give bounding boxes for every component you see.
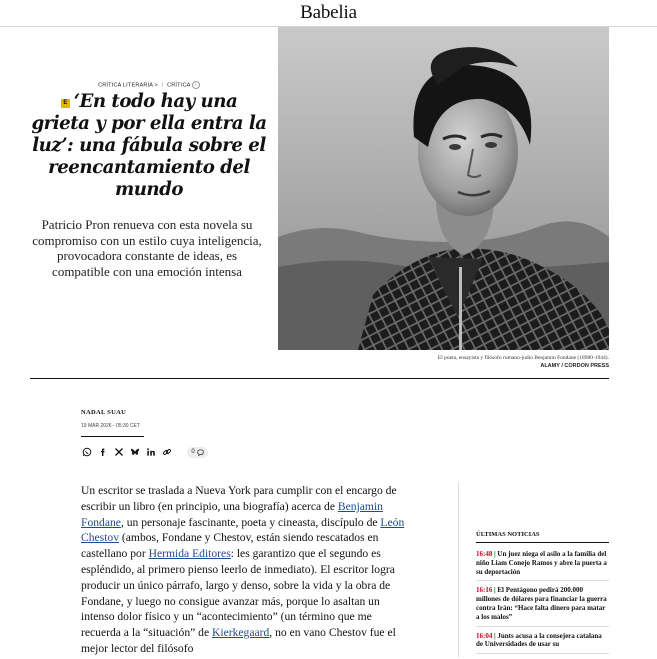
babelia-logo[interactable]: Babelia <box>300 2 357 23</box>
news-headline[interactable]: Un juez niega el asilo a la familia del niño Liam Conejo Ramos y abre la puerta a su deportación <box>476 550 607 576</box>
link-hermida-editores[interactable]: Hermida Editores <box>148 547 231 561</box>
top-bar <box>0 0 657 27</box>
news-item[interactable]: 16:48 | Un juez niega el asilo a la familia del niño Liam Conejo Ramos y abre la puerta a su deportación <box>476 550 609 581</box>
comment-bubble-icon <box>197 449 204 456</box>
whatsapp-icon[interactable] <box>81 446 93 458</box>
info-icon[interactable]: i <box>192 81 200 89</box>
news-item[interactable]: 16:16 | El Pentágono pedirá 200.000 millones de dólares para financiar la guerra contra Irán: “Hace falta dinero para matar a los malos” <box>476 586 609 626</box>
divider <box>30 378 609 379</box>
section-kicker <box>30 81 268 89</box>
sidebar-divider <box>458 483 459 657</box>
comments-count: 0 <box>191 449 195 455</box>
article-body <box>81 483 413 657</box>
news-time: 16:04 <box>476 631 493 640</box>
latest-news-rule <box>476 542 609 543</box>
latest-news-title: ÚLTIMAS NOTICIAS <box>476 531 540 538</box>
article-photo <box>278 27 609 350</box>
breadcrumb-link[interactable]: CRÍTICA LITERARIA > <box>98 82 158 89</box>
body-text-5: , no en vano Chestov fue el mejor lector del filósofo <box>81 626 396 655</box>
author-divider <box>81 436 144 437</box>
publish-date: 19 MAR 2026 - 05:30 CET <box>81 423 140 429</box>
facebook-icon[interactable] <box>97 446 109 458</box>
share-bar <box>81 446 208 458</box>
photo-credit: ALAMY / CORDON PRESS <box>540 363 609 369</box>
body-text-3: (ambos, Fondane y Chestov, están siendo rescatados en castellano por <box>81 531 379 561</box>
body-text-4: : les garantizo que el segundo es espléndido, al primero pienso leerlo de inmediato). El escritor logra producir un único párrafo, largo y denso, sobre la vida y la obra de Fondane, y luego no consigue avanzar más, porque lo asaltan un intenso dolor físico y un “acontecimiento” (un término que me recuerda a la “situación” de <box>81 547 395 640</box>
bluesky-icon[interactable] <box>129 446 141 458</box>
body-text-2: , un personaje fascinante, poeta y cineasta, discípulo de <box>120 515 381 529</box>
author-name[interactable]: NADAL SUAU <box>81 409 127 416</box>
news-time: 16:16 <box>476 586 493 595</box>
tag-label: CRÍTICA <box>167 82 191 89</box>
photo-caption <box>278 354 609 370</box>
linkedin-icon[interactable] <box>145 446 157 458</box>
body-text-1: Un escritor se traslada a Nueva York para cumplir con el encargo de escribir un libro (en principio, una biografía) acerca de <box>81 484 397 513</box>
article-headline <box>30 91 268 201</box>
kicker-divider: | <box>161 82 164 89</box>
link-benjamin-fondane[interactable]: Benjamin Fondane <box>81 499 383 529</box>
news-headline[interactable]: El Pentágono pedirá 200.000 millones de dólares para financiar la guerra contra Irán: “Hace falta dinero para matar a los malos” <box>476 586 607 621</box>
link-kierkegaard[interactable]: Kierkegaard <box>212 626 270 640</box>
link-icon[interactable] <box>161 446 173 458</box>
news-headline[interactable]: Junts acusa a la consejera catalana de Universidades de usar su <box>476 631 602 649</box>
link-leon-chestov[interactable]: León Chestov <box>81 515 405 545</box>
badge-icon: E <box>61 99 70 108</box>
article-subtitle: Patricio Pron renueva con esta novela su compromiso con un estilo cuya inteligencia, provocadora constante de ideas, es compatible con una emoción intensa <box>32 217 262 279</box>
news-time: 16:48 <box>476 550 493 558</box>
x-icon[interactable] <box>113 446 125 458</box>
latest-news-list <box>476 550 609 659</box>
portrait-photo <box>278 27 609 350</box>
caption-text: El poeta, ensayista y filósofo rumano-judío Benjamin Fondane (18980-1944). <box>437 355 609 361</box>
comments-button[interactable] <box>187 447 208 458</box>
news-item[interactable]: 16:04 | Junts acusa a la consejera catalana de Universidades de usar su <box>476 632 609 655</box>
headline-text: ‘En todo hay una grieta y por ella entra la luz’: una fábula sobre el reencantamiento del mundo <box>31 91 267 200</box>
